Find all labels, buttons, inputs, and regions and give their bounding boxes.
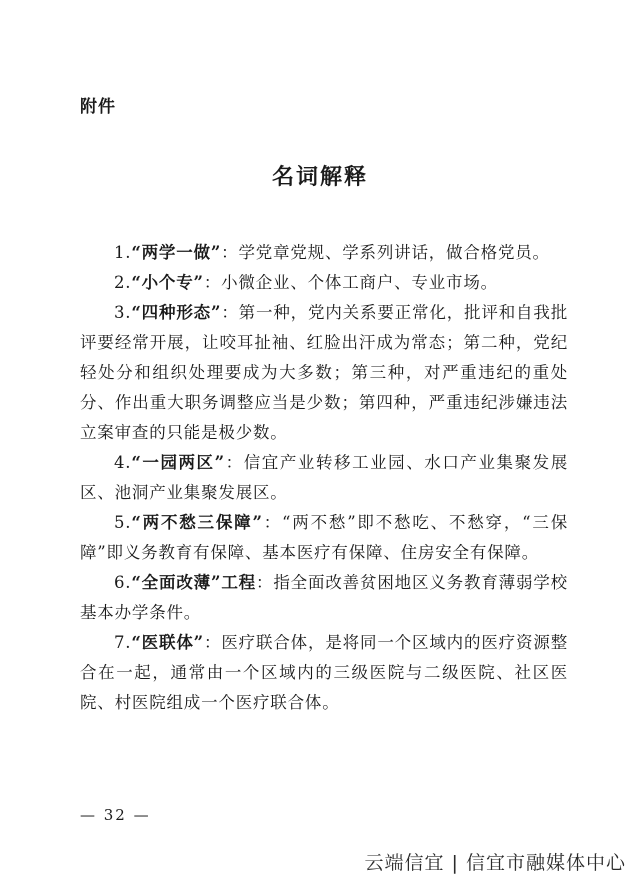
- page-number: — 32 —: [80, 806, 151, 824]
- term-name: “两学一做”: [131, 243, 222, 262]
- term-item: [80, 568, 568, 628]
- attachment-label: 附件: [80, 97, 116, 117]
- term-definition: ：“两不愁”即不愁吃、不愁穿，“三保障”即义务教育有保障、基本医疗有保障、住房安全有保障。: [80, 513, 568, 562]
- term-name: “两不愁三保障”: [131, 513, 263, 532]
- term-definition: ：学党章党规、学系列讲话，做合格党员。: [221, 243, 550, 262]
- term-definition: ：指全面改善贫困地区义务教育薄弱学校基本办学条件。: [80, 573, 568, 622]
- term-name: “医联体”: [131, 633, 204, 652]
- term-definition: ：第一种，党内关系要正常化，批评和自我批评要经常开展，让咬耳扯袖、红脸出汗成为常态；第二种，党纪轻处分和组织处理要成为大多数；第三种，对严重违纪的重处分、作出重大职务调整应当是少数；第四种，严重违纪涉嫌违法立案审查的只能是极少数。: [80, 303, 568, 442]
- term-item: [80, 268, 568, 298]
- term-item: [80, 298, 568, 448]
- term-definition: ：医疗联合体，是将同一个区域内的医疗资源整合在一起，通常由一个区域内的三级医院与二级医院、社区医院、村医院组成一个医疗联合体。: [80, 633, 568, 712]
- term-number: 6.: [114, 573, 132, 592]
- term-name: “全面改薄”工程: [131, 573, 256, 592]
- term-number: 2.: [114, 273, 132, 292]
- term-name: “一园两区”: [131, 453, 225, 472]
- term-number: 7.: [114, 633, 132, 652]
- term-name: “小个专”: [131, 273, 204, 292]
- term-definition: ：信宜产业转移工业园、水口产业集聚发展区、池洞产业集聚发展区。: [80, 453, 568, 502]
- term-definition: ：小微企业、个体工商户、专业市场。: [203, 273, 498, 292]
- term-number: 3.: [114, 303, 132, 322]
- source-watermark: 云端信宜 | 信宜市融媒体中心: [364, 852, 626, 874]
- term-list: [80, 238, 568, 718]
- term-number: 4.: [114, 453, 132, 472]
- page-title: 名词解释: [271, 165, 368, 190]
- term-item: [80, 448, 568, 508]
- term-number: 5.: [114, 513, 132, 532]
- term-item: [80, 508, 568, 568]
- term-number: 1.: [114, 243, 132, 262]
- term-name: “四种形态”: [131, 303, 222, 322]
- term-item: [80, 238, 568, 268]
- term-item: [80, 628, 568, 718]
